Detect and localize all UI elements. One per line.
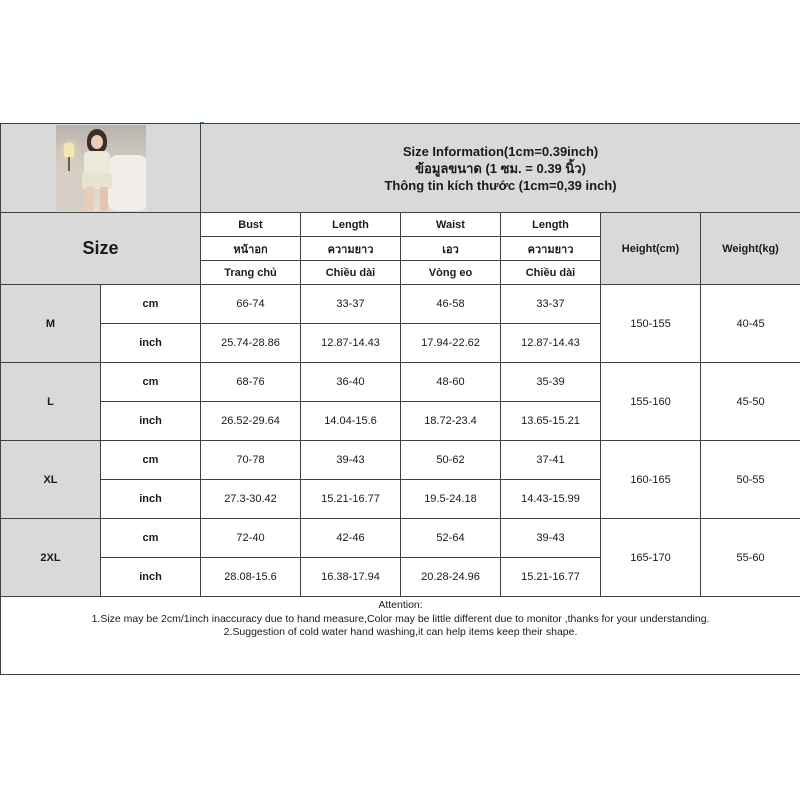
- table-row: [1, 285, 800, 324]
- size-label: M: [1, 285, 101, 363]
- measure-cell: 12.87-14.43: [301, 324, 401, 363]
- attention-note: 1.Size may be 2cm/1inch inaccuracy due to hand measure,Color may be little different due to monitor ,thanks for your understanding.: [91, 612, 710, 625]
- size-label: XL: [1, 441, 101, 519]
- table-row: [1, 519, 800, 558]
- measure-cell: 37-41: [501, 441, 601, 480]
- weight-cell: 50-55: [701, 441, 800, 519]
- measure-cell: 48-60: [401, 363, 501, 402]
- measure-cell: 52-64: [401, 519, 501, 558]
- col-header-th: หน้าอก: [201, 237, 301, 261]
- col-header-vi: Trang chủ: [201, 261, 301, 285]
- attention-heading: Attention:: [378, 599, 423, 611]
- measure-cell: 50-62: [401, 441, 501, 480]
- measure-cell: 19.5-24.18: [401, 480, 501, 519]
- height-cell: 150-155: [601, 285, 701, 363]
- weight-cell: 55-60: [701, 519, 800, 597]
- measure-cell: 66-74: [201, 285, 301, 324]
- measure-cell: 18.72-23.4: [401, 402, 501, 441]
- unit-label: cm: [101, 363, 201, 402]
- col-header-en: Waist: [401, 213, 501, 237]
- size-header: Size: [1, 213, 201, 285]
- measure-cell: 15.21-16.77: [501, 558, 601, 597]
- measure-cell: 33-37: [501, 285, 601, 324]
- measure-cell: 72-40: [201, 519, 301, 558]
- measure-cell: 36-40: [301, 363, 401, 402]
- height-cell: 155-160: [601, 363, 701, 441]
- unit-label: inch: [101, 558, 201, 597]
- measure-cell: 14.43-15.99: [501, 480, 601, 519]
- measure-cell: 20.28-24.96: [401, 558, 501, 597]
- unit-label: inch: [101, 402, 201, 441]
- col-header-en: Length: [501, 213, 601, 237]
- col-header-th: เอว: [401, 237, 501, 261]
- title-line-th: ข้อมูลขนาด (1 ซม. = 0.39 นิ้ว): [415, 160, 586, 176]
- measure-cell: 15.21-16.77: [301, 480, 401, 519]
- title-line-vi: Thông tin kích thước (1cm=0,39 inch): [384, 177, 617, 193]
- measure-cell: 42-46: [301, 519, 401, 558]
- size-chart: [0, 123, 800, 675]
- unit-label: inch: [101, 480, 201, 519]
- measure-cell: 25.74-28.86: [201, 324, 301, 363]
- measure-cell: 16.38-17.94: [301, 558, 401, 597]
- measure-cell: 14.04-15.6: [301, 402, 401, 441]
- height-cell: 160-165: [601, 441, 701, 519]
- table-row: [1, 441, 800, 480]
- size-label: L: [1, 363, 101, 441]
- weight-cell: 40-45: [701, 285, 800, 363]
- measure-cell: 35-39: [501, 363, 601, 402]
- weight-cell: 45-50: [701, 363, 800, 441]
- title-line-en: Size Information(1cm=0.39inch): [402, 143, 599, 159]
- unit-label: cm: [101, 285, 201, 324]
- product-photo: [56, 125, 146, 211]
- measure-cell: 12.87-14.43: [501, 324, 601, 363]
- col-header-vi: Chiều dài: [501, 261, 601, 285]
- col-header-en: Length: [301, 213, 401, 237]
- height-header: Height(cm): [601, 213, 701, 285]
- measure-cell: 46-58: [401, 285, 501, 324]
- measure-cell: 70-78: [201, 441, 301, 480]
- measure-cell: 13.65-15.21: [501, 402, 601, 441]
- unit-label: cm: [101, 441, 201, 480]
- col-header-en: Bust: [201, 213, 301, 237]
- product-photo-cell: [1, 124, 201, 213]
- unit-label: cm: [101, 519, 201, 558]
- measure-cell: 68-76: [201, 363, 301, 402]
- measure-cell: 39-43: [501, 519, 601, 558]
- col-header-vi: Chiều dài: [301, 261, 401, 285]
- col-header-th: ความยาว: [501, 237, 601, 261]
- measure-cell: 28.08-15.6: [201, 558, 301, 597]
- col-header-th: ความยาว: [301, 237, 401, 261]
- measure-cell: 39-43: [301, 441, 401, 480]
- col-header-vi: Vòng eo: [401, 261, 501, 285]
- measure-cell: 26.52-29.64: [201, 402, 301, 441]
- measure-cell: 33-37: [301, 285, 401, 324]
- table-row: [1, 363, 800, 402]
- attention-note: 2.Suggestion of cold water hand washing,it can help items keep their shape.: [223, 626, 578, 638]
- attention-notes: [1, 597, 800, 675]
- measure-cell: 17.94-22.62: [401, 324, 501, 363]
- size-table: [0, 123, 800, 675]
- size-label: 2XL: [1, 519, 101, 597]
- unit-label: inch: [101, 324, 201, 363]
- chart-title: [201, 124, 800, 213]
- measure-cell: 27.3-30.42: [201, 480, 301, 519]
- weight-header: Weight(kg): [701, 213, 800, 285]
- height-cell: 165-170: [601, 519, 701, 597]
